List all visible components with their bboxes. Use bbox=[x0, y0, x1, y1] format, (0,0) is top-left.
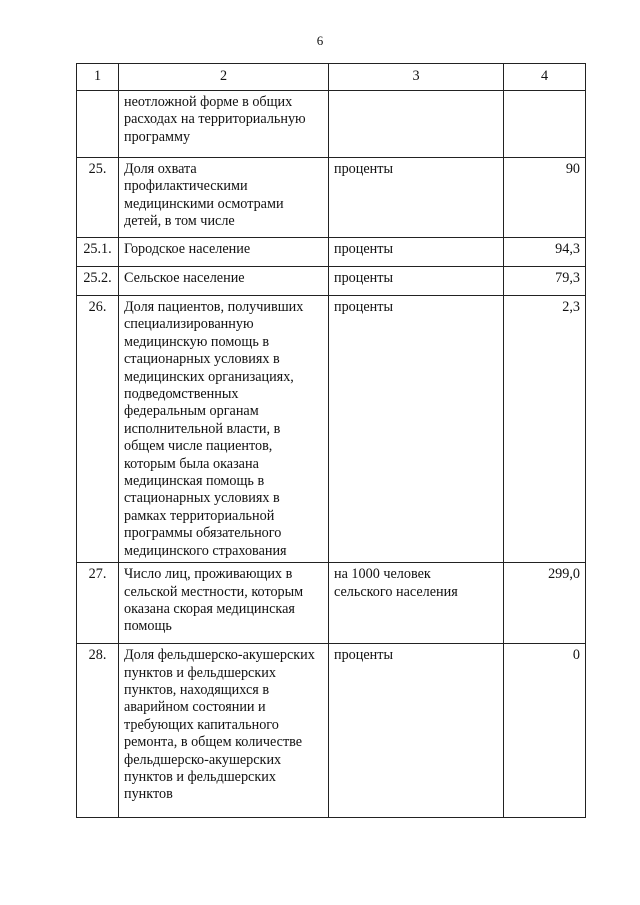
table-row bbox=[77, 238, 586, 267]
indicator-name-line: которым была оказана bbox=[124, 455, 259, 472]
table-row bbox=[77, 267, 586, 296]
indicators-table bbox=[76, 63, 586, 818]
unit-of-measure bbox=[329, 91, 504, 158]
column-header: 4 bbox=[504, 64, 586, 91]
column-header: 1 bbox=[77, 64, 119, 91]
indicator-name bbox=[119, 296, 329, 563]
indicator-value: 94,3 bbox=[504, 238, 586, 267]
indicator-name-line: Число лиц, проживающих в bbox=[124, 566, 293, 583]
unit-of-measure bbox=[329, 158, 504, 238]
indicator-name-line: Доля фельдшерско-акушерских bbox=[124, 647, 315, 664]
indicator-value: 79,3 bbox=[504, 267, 586, 296]
row-number: 28. bbox=[77, 644, 119, 818]
indicator-name-line: подведомственных bbox=[124, 386, 239, 403]
unit-of-measure bbox=[329, 296, 504, 563]
indicator-name-line: пунктов bbox=[124, 786, 173, 803]
indicator-name-line: медицинских организациях, bbox=[124, 368, 294, 385]
indicator-name bbox=[119, 91, 329, 158]
column-header: 3 bbox=[329, 64, 504, 91]
indicator-name-line: федеральным органам bbox=[124, 403, 259, 420]
indicator-value bbox=[504, 91, 586, 158]
row-number: 25.1. bbox=[77, 238, 119, 267]
indicator-name-line: сельской местности, которым bbox=[124, 583, 304, 600]
indicator-value: 90 bbox=[504, 158, 586, 238]
row-number bbox=[77, 91, 119, 158]
indicator-name-line: программы обязательного bbox=[124, 525, 282, 542]
row-number: 25. bbox=[77, 158, 119, 238]
indicator-name-line: стационарных условиях в bbox=[124, 490, 280, 507]
table-row bbox=[77, 644, 586, 818]
indicator-name bbox=[119, 267, 329, 296]
indicator-name-line: Доля охвата bbox=[124, 161, 197, 177]
table-row bbox=[77, 158, 586, 238]
unit-line: проценты bbox=[334, 241, 393, 257]
unit-line: на 1000 человек bbox=[334, 566, 431, 583]
indicator-name-line: Городское население bbox=[124, 241, 251, 257]
unit-line: проценты bbox=[334, 299, 393, 315]
unit-of-measure bbox=[329, 238, 504, 267]
indicator-name bbox=[119, 158, 329, 238]
indicator-name-line: медицинскую помощь в bbox=[124, 333, 270, 350]
row-number: 26. bbox=[77, 296, 119, 563]
column-header: 2 bbox=[119, 64, 329, 91]
indicator-name-line: медицинская помощь в bbox=[124, 473, 265, 490]
indicator-name-line: требующих капитального bbox=[124, 716, 279, 733]
indicator-name-line: стационарных условиях в bbox=[124, 351, 280, 368]
indicator-name-line: Доля пациентов, получивших bbox=[124, 299, 304, 315]
table-row bbox=[77, 91, 586, 158]
row-number: 25.2. bbox=[77, 267, 119, 296]
indicator-name bbox=[119, 563, 329, 644]
indicator-name-line: пунктов, находящихся в bbox=[124, 681, 270, 698]
indicator-name-line: оказана скорая медицинская bbox=[124, 600, 295, 617]
indicator-name bbox=[119, 644, 329, 818]
indicator-value: 0 bbox=[504, 644, 586, 818]
table-header-row bbox=[77, 64, 586, 91]
page-number: 6 bbox=[316, 33, 324, 48]
indicator-name-line: профилактическими bbox=[124, 178, 248, 195]
indicator-name-line: пунктов и фельдшерских bbox=[124, 768, 276, 785]
indicator-name-line: специализированную bbox=[124, 316, 254, 333]
unit-line: сельского населения bbox=[334, 583, 458, 600]
indicator-name-line: аварийном состоянии и bbox=[124, 699, 266, 716]
indicator-name-line: общем числе пациентов, bbox=[124, 438, 273, 455]
indicator-name-line: Сельское население bbox=[124, 270, 245, 286]
indicator-name-line: расходах на территориальную bbox=[124, 111, 306, 128]
unit-line: проценты bbox=[334, 270, 393, 286]
unit-line: проценты bbox=[334, 161, 393, 177]
unit-of-measure bbox=[329, 644, 504, 818]
unit-of-measure bbox=[329, 563, 504, 644]
indicator-name-line: программу bbox=[124, 128, 191, 145]
indicator-name-line: рамках территориальной bbox=[124, 507, 275, 524]
indicator-name-line: помощь bbox=[124, 618, 172, 635]
row-number: 27. bbox=[77, 563, 119, 644]
indicator-name-line: неотложной форме в общих bbox=[124, 94, 293, 110]
indicator-name-line: пунктов и фельдшерских bbox=[124, 664, 276, 681]
table-body bbox=[77, 91, 586, 818]
indicator-name-line: ремонта, в общем количестве bbox=[124, 734, 303, 751]
table-row bbox=[77, 296, 586, 563]
indicator-name-line: исполнительной власти, в bbox=[124, 420, 281, 437]
indicator-value: 299,0 bbox=[504, 563, 586, 644]
indicator-name-line: медицинского страхования bbox=[124, 542, 287, 559]
unit-of-measure bbox=[329, 267, 504, 296]
indicator-value: 2,3 bbox=[504, 296, 586, 563]
table-row bbox=[77, 563, 586, 644]
indicator-name-line: медицинскими осмотрами bbox=[124, 195, 284, 212]
indicator-name-line: фельдшерско-акушерских bbox=[124, 751, 282, 768]
indicator-name bbox=[119, 238, 329, 267]
unit-line: проценты bbox=[334, 647, 393, 664]
indicator-name-line: детей, в том числе bbox=[124, 213, 235, 230]
